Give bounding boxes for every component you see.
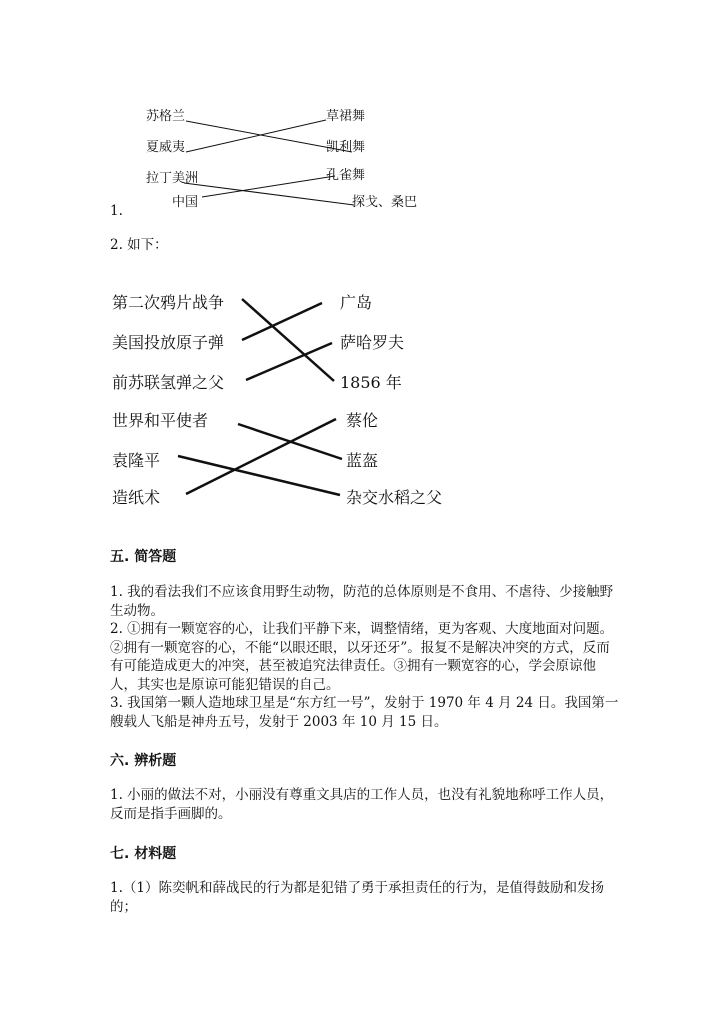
answer-paragraph: 1. 我的看法我们不应该食用野生动物，防范的总体原则是不食用、不虐待、少接触野生动物。 [110, 584, 614, 619]
q1-right-item: 草裙舞 [326, 109, 366, 124]
answer-paragraph: 1. 小丽的做法不对，小丽没有尊重文具店的工作人员，也没有礼貌地称呼工作人员，反而是指手画脚的。 [110, 787, 614, 822]
q1-left-item: 拉丁美洲 [146, 171, 199, 186]
q2-left-item: 袁隆平 [112, 451, 161, 470]
q2-right-item: 蔡伦 [346, 411, 379, 430]
q2-right-item: 蓝盔 [346, 451, 379, 470]
q2-left-item: 美国投放原子弹 [112, 333, 225, 352]
section-heading: 五. 简答题 [110, 549, 177, 565]
connector-line [186, 419, 336, 494]
q1-left-item: 苏格兰 [146, 109, 186, 124]
q2-right-item: 萨哈罗夫 [340, 333, 405, 352]
connector-line [178, 456, 340, 495]
q2-left-item: 前苏联氢弹之父 [112, 373, 225, 392]
answer-paragraph: 2. ①拥有一颗宽容的心，让我们平静下来，调整情绪，更为客观、大度地面对问题。②拥有一颗宽容的心，不能“以眼还眼，以牙还牙”。报复不是解决冲突的方式，反而有可能造成更大的冲突，甚至被追究法律责任。③拥有一颗宽容的心，学会原谅他人，其实也是原谅可能犯错误的自己。 [110, 621, 614, 693]
q1-left-item: 中国 [172, 195, 199, 210]
q1-right-item: 孔雀舞 [326, 168, 366, 183]
section-heading: 七. 材料题 [110, 846, 177, 862]
q1-right-item: 探戈、桑巴 [352, 195, 418, 210]
answer-paragraph: 3. 我国第一颗人造地球卫星是“东方红一号”，发射于 1970 年 4 月 24 日。我国第一艘载人飞船是神舟五号，发射于 2003 年 10 月 15 日。 [110, 695, 619, 730]
q2-intro: 2. 如下： [110, 237, 168, 253]
q1-right-item: 凯利舞 [326, 140, 366, 155]
section-heading: 六. 辨析题 [110, 753, 177, 769]
q2-left-item: 世界和平使者 [112, 411, 209, 430]
q2-right-item: 杂交水稻之父 [346, 488, 443, 507]
q2-left-item: 造纸术 [112, 488, 161, 507]
answer-paragraph: 1.（1）陈奕帆和薛战民的行为都是犯错了勇于承担责任的行为，是值得鼓励和发扬的； [110, 880, 604, 915]
q2-right-item: 1856 年 [340, 373, 402, 392]
connector-line [242, 299, 334, 381]
q2-right-item: 广岛 [340, 293, 373, 312]
connector-line [246, 343, 332, 380]
q2-left-item: 第二次鸦片战争 [112, 293, 225, 312]
q1-left-item: 夏威夷 [146, 140, 186, 155]
q1-number: 1. [110, 203, 123, 219]
